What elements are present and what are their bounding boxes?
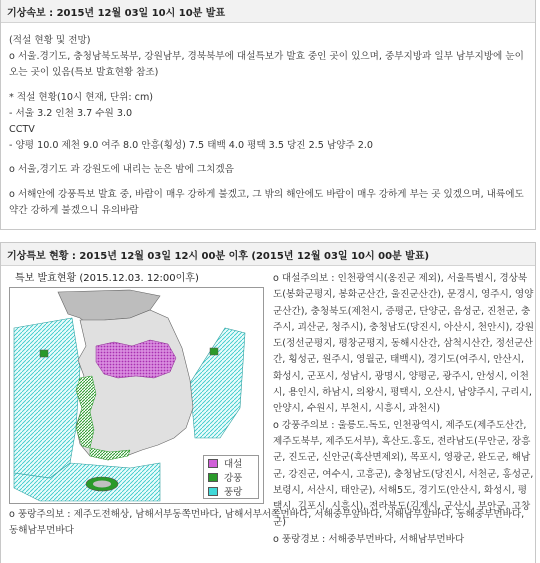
sea-zone-west	[14, 318, 80, 478]
flash-line: o 서울,경기도 과 강원도에 내리는 눈은 밤에 그치겠음	[9, 164, 234, 176]
flash-line: o 서해안에 강풍특보 발효 중, 바람이 매우 강하게 불겠고, 그 밖의 해안에도 바람이 매우 강하게 부는 곳 있겠으며, 내륙에도 약간 강하게 불겠으니 유의바람	[9, 188, 524, 216]
legend-item-wind: 강풍	[204, 470, 258, 484]
island-ulleung	[210, 348, 218, 355]
legend-item-snow: 대설	[204, 456, 258, 470]
island-baengnyeong	[40, 350, 48, 357]
flash-line: * 적설 현황(10시 현재, 단위: cm)	[9, 91, 154, 103]
flash-line: - 양평 10.0 제천 9.0 여주 8.0 안흥(횡성) 7.5 태백 4.0 평택 3.5 당진 2.5 남양주 2.0	[9, 140, 373, 152]
warning-map-area	[9, 271, 264, 506]
sea-zone-east	[190, 328, 245, 438]
flash-line: (적설 현황 및 전망)	[9, 35, 91, 46]
weather-flash-body	[1, 23, 535, 219]
weather-flash-panel	[0, 0, 536, 230]
special-report-panel	[0, 242, 536, 563]
warning-item: o 대설주의보 : 인천광역시(옹진군 제외), 서울특별시, 경상북도(봉화군평지, 봉화군산간, 울진군산간), 문경시, 영주시, 영양군산간), 충청북도(제천시, 증평군, 단양군, 음성군, 진천군, 충주시, 괴산군, 청주시), 충청남도(당진시, 아산시, 천안시), 강원도(정선군평지, 평창군평지, 동해시산간, 삼척시산간, 정선군산간, 횡성군, 원주시, 영월군, 태백시), 경기도(여주시, 안산시, 화성시, 군포시, 성남시, 광명시, 양평군, 광주시, 안성시, 이천시, 용인시, 하남시, 의왕시, 평택시, 오산시, 남양주시, 구리시, 안양시, 수원시, 부천시, 시흥시, 과천시)	[273, 273, 534, 415]
flash-line: o 서울.경기도, 충청남북도북부, 강원남부, 경북북부에 대설특보가 발효 중인 곳이 있으며, 중부지방과 일부 남부지방에 눈이 오는 곳이 있음(특보 발효현황 참조)	[9, 51, 524, 79]
warning-item: o 강풍주의보 : 울릉도.독도, 인천광역시, 제주도(제주도산간, 제주도북부, 제주도서부), 흑산도.홍도, 전라남도(무안군, 장흥군, 진도군, 신안군(흑산면제외), 목포시, 영광군, 완도군, 해남군, 강진군, 여수시, 고흥군), 충청남도(당진시, 서천군, 홍성군, 보령시, 서산시, 태안군), 서해5도, 경기도(안산시, 화성시, 평택시, 김포시, 시흥시), 전라북도(김제시, 군산시, 부안군, 고창군)	[273, 419, 534, 529]
warning-map-title: 특보 발효현황 (2015.12.03. 12:00이후)	[15, 273, 199, 284]
map-legend	[203, 455, 259, 499]
weather-flash-header: 기상속보 : 2015년 12월 03일 10시 10분 발표	[1, 0, 535, 23]
warning-map	[9, 287, 264, 504]
warning-item: o 풍랑주의보 : 제주도전해상, 남해서부동쪽먼바다, 남해서부서쪽먼바다, 서해중부앞바다, 서해남부앞바다, 동해중부먼바다, 동해남부먼바다	[9, 509, 525, 537]
flash-line: - 서울 3.2 인천 3.7 수원 3.0	[9, 107, 133, 119]
legend-item-wave: 풍랑	[204, 484, 258, 498]
warning-list-bottom	[9, 507, 529, 540]
snow-region	[96, 340, 176, 378]
warning-item: o 풍랑경보 : 서해중부먼바다, 서해남부먼바다	[273, 533, 465, 545]
special-report-header: 기상특보 현황 : 2015년 12월 03일 12시 00분 이후 (2015년 12월 03일 10시 00분 발표)	[1, 243, 535, 266]
flash-line: CCTV	[9, 124, 35, 136]
